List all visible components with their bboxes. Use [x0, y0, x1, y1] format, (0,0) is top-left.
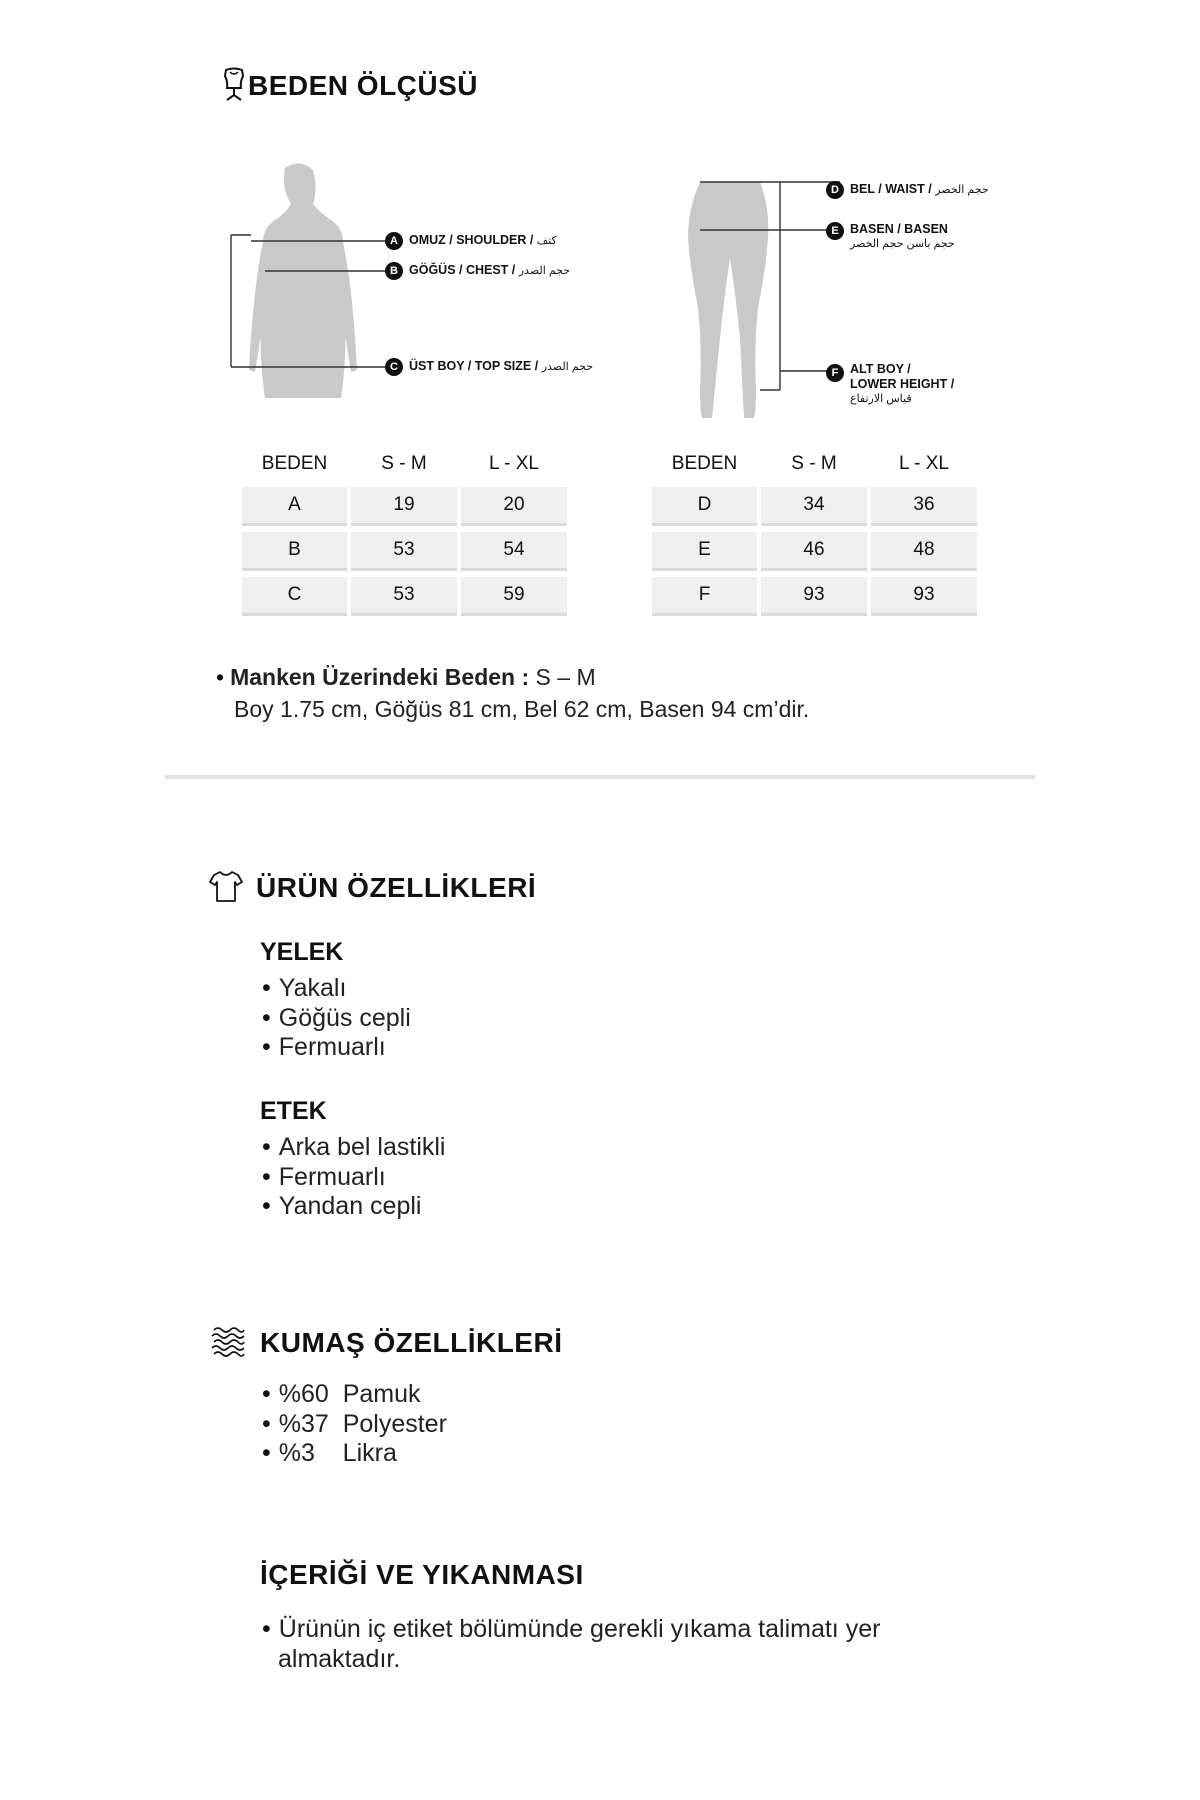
care-section-title: İÇERİĞİ VE YIKANMASI	[260, 1559, 584, 1590]
table-cell: 93	[871, 577, 977, 616]
label-b	[385, 262, 570, 280]
badge-e: E	[826, 222, 844, 240]
table-cell: 19	[351, 487, 457, 526]
fabric-list	[262, 1380, 447, 1469]
label-f-line3: قياس الارتفاع	[850, 393, 912, 405]
badge-c: C	[385, 358, 403, 376]
model-size-line: • Manken Üzerindeki Beden : S – M	[216, 664, 596, 690]
table-cell: 93	[761, 577, 867, 616]
model-measures: Boy 1.75 cm, Göğüs 81 cm, Bel 62 cm, Basen 94 cm’dir.	[234, 696, 810, 722]
table-header: S - M	[791, 453, 837, 474]
product-group-list	[262, 974, 411, 1063]
badge-f: F	[826, 364, 844, 382]
table-header: L - XL	[899, 453, 949, 474]
product-group-list	[262, 1133, 446, 1222]
list-item: • %60 Pamuk	[262, 1380, 447, 1410]
list-item: • %3 Likra	[262, 1439, 447, 1469]
label-c-text: ÜST BOY / TOP SIZE /	[409, 359, 539, 373]
label-f-line1: ALT BOY /	[850, 362, 911, 376]
table-header: BEDEN	[671, 453, 738, 474]
table-header: L - XL	[489, 453, 539, 474]
model-size-value: S – M	[529, 664, 596, 690]
size-section-title: BEDEN ÖLÇÜSÜ	[248, 70, 479, 101]
table-cell: 54	[461, 532, 567, 571]
table-cell: 36	[871, 487, 977, 526]
table-cell: F	[652, 577, 757, 616]
label-a-arabic: كتف	[536, 235, 557, 247]
size-section	[0, 0, 1200, 790]
table-cell: 53	[351, 577, 457, 616]
table-cell: D	[652, 487, 757, 526]
label-b-text: GÖĞÜS / CHEST /	[409, 263, 516, 277]
care-text-line2: almaktadır.	[278, 1644, 401, 1673]
section-divider	[165, 775, 1035, 779]
care-text-line1: Ürünün iç etiket bölümünde gerekli yıkama talimatı yer	[278, 1615, 881, 1643]
list-item: • Fermuarlı	[262, 1033, 411, 1063]
label-a-text: OMUZ / SHOULDER /	[409, 233, 534, 247]
size-table-lower	[648, 441, 981, 622]
label-d	[826, 181, 989, 199]
label-e-text: BASEN / BASEN	[850, 222, 948, 236]
label-d-arabic: حجم الخصر	[935, 184, 989, 196]
table-header: S - M	[381, 453, 427, 474]
mannequin-icon	[216, 66, 252, 102]
label-b-arabic: حجم الصدر	[518, 265, 571, 277]
badge-a: A	[385, 232, 403, 250]
table-cell: 34	[761, 487, 867, 526]
table-cell: 53	[351, 532, 457, 571]
table-row	[242, 532, 567, 571]
label-e	[826, 222, 955, 252]
table-cell: C	[242, 577, 347, 616]
table-cell: E	[652, 532, 757, 571]
label-c	[385, 358, 593, 376]
list-item: • Yandan cepli	[262, 1192, 446, 1222]
product-section-title: ÜRÜN ÖZELLİKLERİ	[256, 872, 537, 903]
table-row	[652, 577, 977, 616]
label-a	[385, 232, 557, 250]
list-item: • Göğüs cepli	[262, 1004, 411, 1034]
table-header-row	[242, 447, 567, 481]
table-cell: 59	[461, 577, 567, 616]
badge-d: D	[826, 181, 844, 199]
label-f-line2: LOWER HEIGHT /	[850, 377, 955, 391]
size-table-upper	[238, 441, 571, 622]
lower-body-measure-lines	[700, 178, 840, 398]
tshirt-icon	[208, 868, 244, 904]
table-cell: 46	[761, 532, 867, 571]
table-row	[652, 487, 977, 526]
fabric-icon	[210, 1324, 246, 1360]
label-d-text: BEL / WAIST /	[850, 182, 932, 196]
model-size-label: Manken Üzerindeki Beden :	[230, 664, 530, 690]
table-cell: B	[242, 532, 347, 571]
upper-body-measure-lines	[225, 225, 395, 375]
list-item: • Yakalı	[262, 974, 411, 1004]
badge-b: B	[385, 262, 403, 280]
table-row	[242, 577, 567, 616]
table-header-row	[652, 447, 977, 481]
fabric-section-title: KUMAŞ ÖZELLİKLERİ	[260, 1327, 563, 1358]
table-cell: 20	[461, 487, 567, 526]
table-cell: A	[242, 487, 347, 526]
product-group-title: YELEK	[260, 938, 344, 966]
care-text: • Ürünün iç etiket bölümünde gerekli yıkama talimatı yer almaktadır.	[262, 1615, 881, 1673]
product-group-title: ETEK	[260, 1097, 327, 1125]
label-f	[826, 362, 954, 407]
list-item: • Fermuarlı	[262, 1163, 446, 1193]
label-c-arabic: حجم الصدر	[541, 361, 593, 373]
table-row	[242, 487, 567, 526]
list-item: • Arka bel lastikli	[262, 1133, 446, 1163]
table-cell: 48	[871, 532, 977, 571]
label-e-arabic: حجم باسن حجم الخصر	[850, 238, 955, 250]
list-item: • %37 Polyester	[262, 1410, 447, 1440]
table-header: BEDEN	[261, 453, 328, 474]
table-row	[652, 532, 977, 571]
